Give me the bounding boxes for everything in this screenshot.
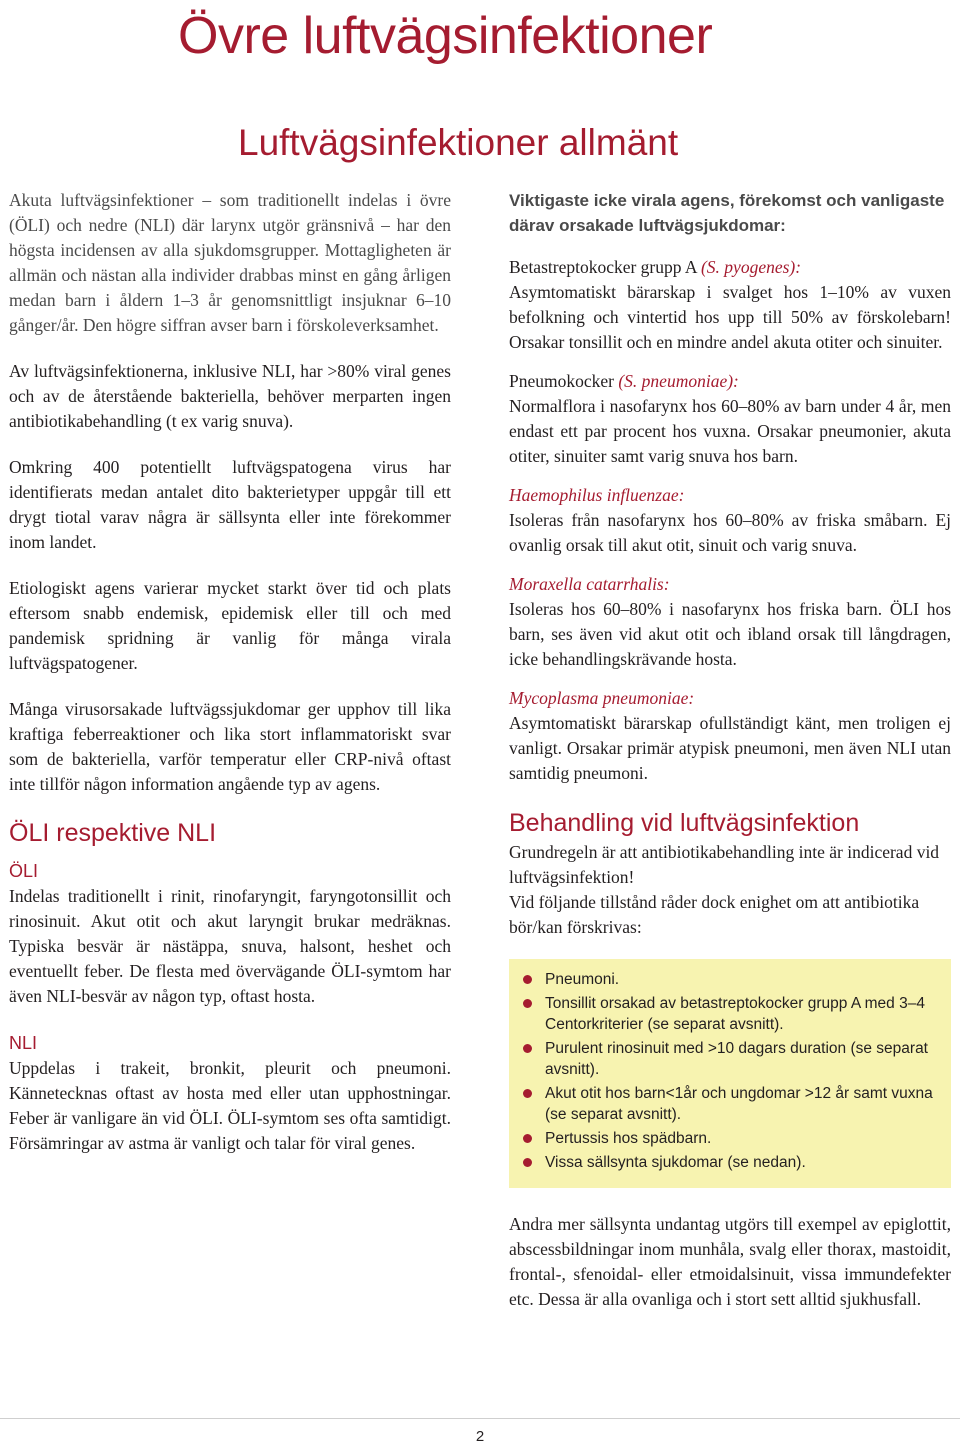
bullet-icon: [523, 975, 532, 984]
list-item-text: Tonsillit orsakad av betastreptokocker grupp A med 3–4 Centorkriterier (se separat avsnitt).: [545, 995, 925, 1033]
organism-name: [509, 686, 951, 711]
list-item-text: Pneumoni.: [545, 971, 620, 988]
organism-latin-name: (S. pneumoniae):: [618, 371, 739, 391]
bullet-icon: [523, 1134, 532, 1143]
list-item: [523, 993, 937, 1035]
oli-text: Indelas traditionellt i rinit, rinofaryngit, faryngotonsillit och rinosinuit. Akut otit och akut laryngit brukar medräknas. Typiska besvär är nästäppa, snuva, halsont, heshet och eventuellt feber. De flesta med övervägande ÖLI-symtom har även NLI-besvär av någon typ, oftast hosta.: [9, 886, 451, 1006]
bullet-icon: [523, 999, 532, 1008]
list-item-text: Akut otit hos barn<1år och ungdomar >12 år samt vuxna (se separat avsnitt).: [545, 1085, 933, 1123]
list-item: [523, 1128, 937, 1149]
section-title: Luftvägsinfektioner allmänt: [238, 122, 679, 163]
organism-entry: [509, 255, 951, 355]
organism-name-text: Pneumokocker: [509, 371, 619, 391]
organism-text: Asymtomatiskt bärarskap ofullständigt känt, men troligen ej vanligt. Orsakar primär atypisk pneumoni, men även NLI utan samtidig pneumoni.: [509, 713, 951, 783]
list-item: [523, 1152, 937, 1173]
organism-name: [509, 369, 951, 394]
paragraph-intro: Akuta luftvägsinfektioner – som traditionellt indelas i övre (ÖLI) och nedre (NLI) där larynx utgör gränsnivå – har den högsta incidensen av alla sjukdomsgrupper. Mottagligheten är allmän och nästan alla individer drabbas minst en gång årligen medan barn i åldern 1–3 år genomsnittligt insjuknar 6–10 gånger/år. Den högre siffran avser barn i förskoleverksamhet.: [9, 190, 451, 335]
organism-name: [509, 572, 951, 597]
right-column: [509, 188, 951, 1312]
bullet-icon: [523, 1158, 532, 1167]
organism-entry: [509, 686, 951, 786]
list-item-text: Vissa sällsynta sjukdomar (se nedan).: [545, 1154, 806, 1171]
paragraph-pathogens: Omkring 400 potentiellt luftvägspatogena virus har identifierats medan antalet dito bakterietyper uppgår till ett drygt tiotal varav några är sällsynta eller inte förekommer inom landet.: [9, 457, 451, 552]
closing-paragraph: Andra mer sällsynta undantag utgörs till exempel av epiglottit, abscessbildningar inom munhåla, svalg eller thorax, mastoidit, frontal-, sfenoidal- eller etmoidalsinuit, vissa immundefekter etc. Dessa är alla ovanliga och i stort sett alltid sjukhusfall.: [509, 1214, 951, 1309]
paragraph-etiology: Etiologiskt agens varierar mycket starkt över tid och plats eftersom snabb endemisk, epidemisk eller till och med pandemisk spridning är vanlig för många virala luftvägspatogener.: [9, 578, 451, 673]
nli-heading: NLI: [9, 1033, 38, 1053]
organism-entry: [509, 483, 951, 558]
list-item: [523, 1038, 937, 1080]
left-column: [9, 188, 451, 1177]
page-number: 2: [475, 1428, 485, 1445]
indication-box: [509, 959, 951, 1188]
nli-text: Uppdelas i trakeit, bronkit, pleurit och pneumoni. Kännetecknas oftast av hosta med eller utan upphostningar. Feber är vanligare än vid ÖLI. ÖLI-symtom ses ofta samtidigt. Försämringar av astma är vanligt och talar för viral genes.: [9, 1058, 451, 1153]
organism-text: Asymtomatiskt bärarskap i svalget hos 1–10% av vuxen befolkning och vintertid hos upp till 50% av förskolebarn! Orsakar tonsillit och en mindre andel akuta otiter och sinuiter.: [509, 282, 951, 352]
bullet-icon: [523, 1089, 532, 1098]
page-title: Övre luftvägsinfektioner: [178, 7, 713, 65]
list-item-text: Pertussis hos spädbarn.: [545, 1130, 712, 1147]
organism-latin-name: Mycoplasma pneumoniae:: [509, 688, 695, 708]
treatment-exceptions-intro: Vid följande tillstånd råder dock enighet om att antibiotika bör/kan förskrivas:: [509, 892, 920, 937]
organism-entry: [509, 572, 951, 672]
organism-name: [509, 483, 951, 508]
agents-intro: Viktigaste icke virala agens, förekomst och vanligaste därav orsakade luftvägsjukdomar:: [509, 191, 945, 235]
treatment-heading: Behandling vid luftvägsinfektion: [509, 809, 860, 837]
organism-text: Isoleras från nasofarynx hos 60–80% av friska småbarn. Ej ovanlig orsak till akut otit, sinuit och varig snuva.: [509, 510, 951, 555]
oli-heading: ÖLI: [9, 861, 39, 881]
organism-text: Normalflora i nasofarynx hos 60–80% av barn under 4 år, men endast ett par procent hos vuxna. Orsakar pneumonier, akuta otiter, sinuiter samt varig snuva hos barn.: [509, 396, 951, 466]
organism-text: Isoleras hos 60–80% i nasofarynx hos friska barn. ÖLI hos barn, ses även vid akut otit och ibland orsak till långdragen, icke behandlingskrävande hosta.: [509, 599, 951, 669]
organism-entry: [509, 369, 951, 469]
footer-divider: [0, 1418, 960, 1419]
organism-name: [509, 255, 951, 280]
organism-name-text: Betastreptokocker grupp A: [509, 257, 701, 277]
paragraph-viral-genes: Av luftvägsinfektionerna, inklusive NLI, har >80% viral genes och av de återstående bakteriella, behöver merparten ingen antibiotikabehandling (t ex varig snuva).: [9, 361, 451, 431]
list-item: [523, 969, 937, 990]
oli-nli-heading: ÖLI respektive NLI: [9, 819, 217, 847]
organism-latin-name: (S. pyogenes):: [700, 257, 802, 277]
treatment-rule: Grundregeln är att antibiotikabehandling inte är indicerad vid luftvägsinfektion!: [509, 842, 940, 887]
indication-list: [523, 969, 937, 1173]
list-item: [523, 1083, 937, 1125]
organism-latin-name: Haemophilus influenzae:: [509, 485, 685, 505]
organism-latin-name: Moraxella catarrhalis:: [509, 574, 670, 594]
bullet-icon: [523, 1044, 532, 1053]
list-item-text: Purulent rinosinuit med >10 dagars duration (se separat avsnitt).: [545, 1040, 928, 1078]
paragraph-fever: Många virusorsakade luftvägssjukdomar ger upphov till lika kraftiga feberreaktioner och lika stort inflammatoriskt svar som de bakteriella, varför temperatur eller CRP-nivå oftast inte tillför någon information angående typ av agens.: [9, 699, 451, 794]
